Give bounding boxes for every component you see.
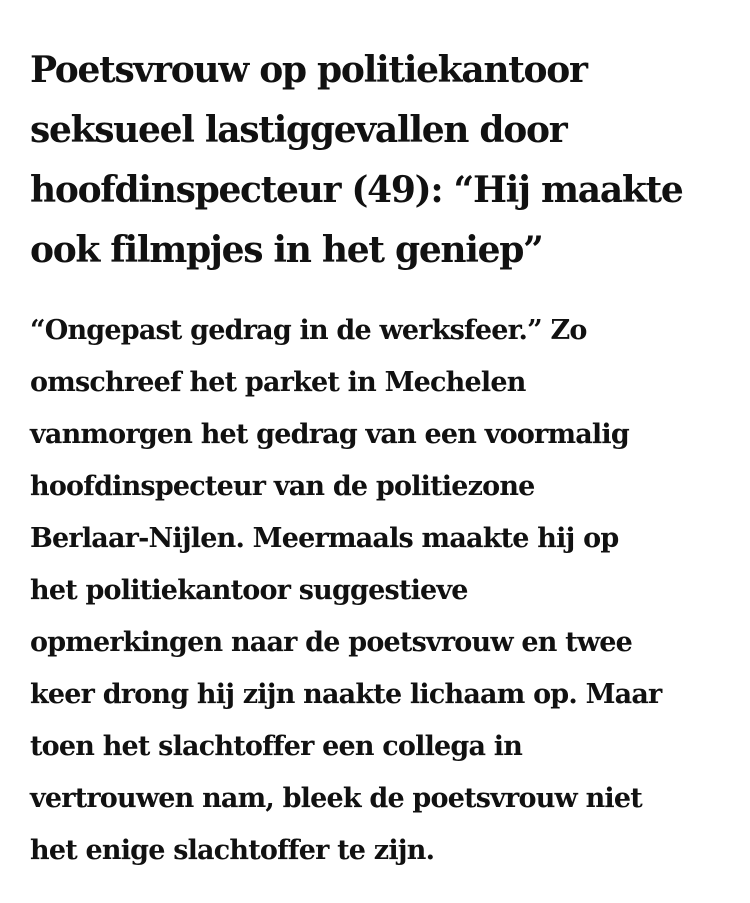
headline-line: hoofdinspecteur (49): “Hij maakte: [30, 169, 683, 211]
headline-line: seksueel lastiggevallen door: [30, 109, 567, 151]
lead-line: omschreef het parket in Mechelen: [30, 367, 526, 398]
lead-line: “Ongepast gedrag in de werksfeer.” Zo: [30, 315, 587, 346]
article: [30, 40, 730, 877]
headline-line: ook filmpjes in het geniep”: [30, 229, 543, 271]
lead-line: het enige slachtoffer te zijn.: [30, 835, 435, 866]
article-lead: [30, 305, 730, 877]
article-headline: [30, 40, 730, 280]
lead-line: keer drong hij zijn naakte lichaam op. Maar: [30, 679, 662, 710]
lead-line: vertrouwen nam, bleek de poetsvrouw niet: [30, 783, 642, 814]
lead-line: opmerkingen naar de poetsvrouw en twee: [30, 627, 633, 658]
lead-line: toen het slachtoffer een collega in: [30, 731, 523, 762]
lead-line: hoofdinspecteur van de politiezone: [30, 471, 535, 502]
headline-line: Poetsvrouw op politiekantoor: [30, 49, 587, 91]
lead-line: vanmorgen het gedrag van een voormalig: [30, 419, 629, 450]
lead-line: Berlaar-Nijlen. Meermaals maakte hij op: [30, 523, 619, 554]
lead-line: het politiekantoor suggestieve: [30, 575, 468, 606]
